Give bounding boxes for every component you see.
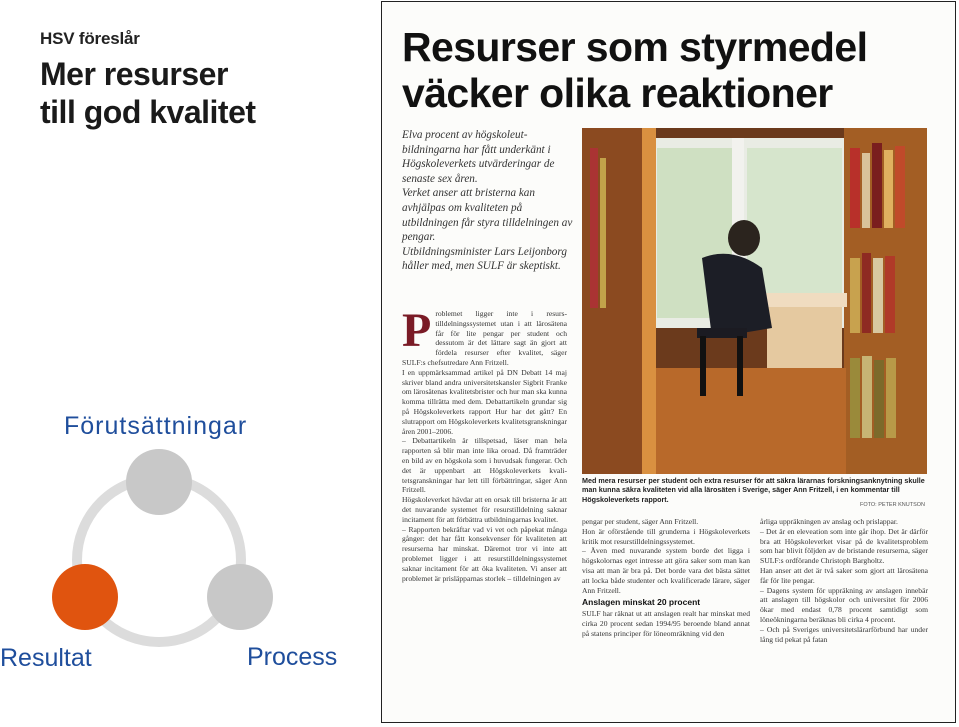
body-paragraph: – Även med nuvarande system borde det ligga i högskolornas eget intresse att göra saker som man kan visa att man är bra på. Det borde vara det bästa sättet att locka både studenter och kvalificerade lärare, säger Ann Fritzell.: [582, 546, 750, 595]
article-column-3: [760, 517, 928, 644]
body-paragraph: – Rapporten bekräftar vad vi vet och påpekat många gånger: det har fått konsekvenser för kvaliteten att resurserna har minskat. Däremot tror vi inte att problemet ligger i att resurstilldelningssystemet saknar incitament för att öka kvaliteten. Vi anser att problemet är prisläpparnas storlek – tilldelningen av: [402, 524, 567, 583]
cycle-node-forutsattningar: [126, 449, 192, 515]
body-paragraph: Högskoleverket hävdar att en orsak till bristerna är att det nuvarande systemet för resurstilldelning saknar incitament för att förbättra utbildningarnas kvalitet.: [402, 495, 567, 524]
ingress-paragraph: Utbildningsminister Lars Leijonborg håller med, men SULF är skeptiskt.: [402, 245, 567, 273]
body-paragraph: Han anser att det är två saker som gjort att lärosätena får för lite pengar.: [760, 565, 928, 585]
cycle-label-resultat: Resultat: [0, 644, 92, 672]
clipping-headline-line1: Mer resurser: [40, 56, 228, 92]
newspaper-article: [381, 1, 956, 723]
body-paragraph: – Debattartikeln är tillspetsad, läser man hela rapporten så blir man inte lika oroad. Då framträder en bild av en högskola som i huvudsak fungerar. Och det är uppenbart att Högskoleverkets kvalitetsgranskningar har lett till förbättringar, säger Ann Fritzell.: [402, 436, 567, 495]
body-paragraph: årliga uppräkningen av anslag och prislappar.: [760, 517, 898, 526]
cycle-node-process: [207, 564, 273, 630]
cycle-title-forutsattningar: Förutsättningar: [64, 412, 248, 440]
clipping-headline: [40, 55, 290, 131]
article-subheading: Anslagen minskat 20 procent: [582, 597, 701, 608]
body-paragraph: pengar per student, säger Ann Fritzell.: [582, 517, 699, 526]
cycle-label-process: Process: [247, 643, 338, 671]
cycle-diagram: [40, 440, 290, 660]
article-headline: [402, 24, 942, 116]
article-ingress: [402, 128, 577, 274]
article-column-1: [402, 304, 567, 583]
body-paragraph: – Det är en eleveation som inte går ihop. Det är därför bra att Högskoleverket visar på de kvalitetsproblem som har blivit följden av de bristande resurserna, säger SULF:s ordförande Christoph Bargholtz.: [760, 526, 928, 566]
body-paragraph: I en uppmärksammad artikel på DN Debatt 14 maj skriver bland andra universitetskansler Sigbrit Franke om lärosätenas kvalitetsbrister och hur man ska kunna komma tillrätta med dem. Debattartikeln grundar sig på Högskoleverkets rapport Hur har det gått? En slutrapport om Högskoleverkets kvalitetsgranskningar åren 2001–2006.: [402, 367, 567, 436]
body-paragraph: Hon är oförstående till grunderna i Högskoleverkets kritik mot resurstilldelningssystemet.: [582, 526, 750, 546]
clipping-kicker: HSV föreslår: [40, 29, 140, 48]
ingress-paragraph: Verket anser att bristerna kan avhjälpas om kvaliteten på utbildningen får styra tilldelningen av pengar.: [402, 187, 573, 244]
ingress-paragraph: Elva procent av högskoleutbildningarna har fått underkänt i Högskoleverkets utvärderingar de senaste sex åren.: [402, 129, 555, 185]
article-column-2: [582, 517, 750, 639]
photo-caption: Med mera resurser per student och extra resurser för att säkra lärarnas forskningsanknytning skulle man kunna säkra kvaliteten vid alla lärosäten i Sverige, säger Ann Fritzell, i en kommentar till Högskoleverkets rapport.: [582, 476, 925, 504]
photo-credit: FOTO: PETER KNUTSON: [860, 502, 925, 508]
cycle-node-resultat: [52, 564, 118, 630]
body-paragraph: – Och på Sveriges universitetslärarförbund har under lång tid pekat på fatan: [760, 624, 928, 644]
body-paragraph: – Dagens system för uppräkning av anslagen innebär att anslagen till högskolor och universitet för 2006 ökar med endast 0,78 procent samtidigt som löneökningarna beräknas bli cirka 4 procent.: [760, 585, 928, 624]
body-paragraph: SULF har räknat ut att anslagen realt har minskat med cirka 20 procent sedan 1994/95 beroende bland annat på statens principer för löneomräkning vid den: [582, 609, 750, 638]
clipping-headline-block: [40, 30, 290, 131]
clipping-headline-line2: till god kvalitet: [40, 94, 256, 130]
article-headline-line1: Resurser som styrmedel: [402, 24, 868, 70]
dropcap-letter: P: [402, 304, 432, 357]
body-paragraph: roblemet ligger inte i resurstilldelningssystemet utan i att lärosätena får för lite pengar per student och dessutom är det lättare sagt än gjort att fördela resurser efter kvalitet, säger SULF:s chefsutredare Ann Fritzell.: [402, 309, 567, 367]
article-photo-student-library: [582, 128, 927, 474]
dropcap-paragraph: [402, 304, 567, 368]
article-headline-line2: väcker olika reaktioner: [402, 70, 833, 116]
